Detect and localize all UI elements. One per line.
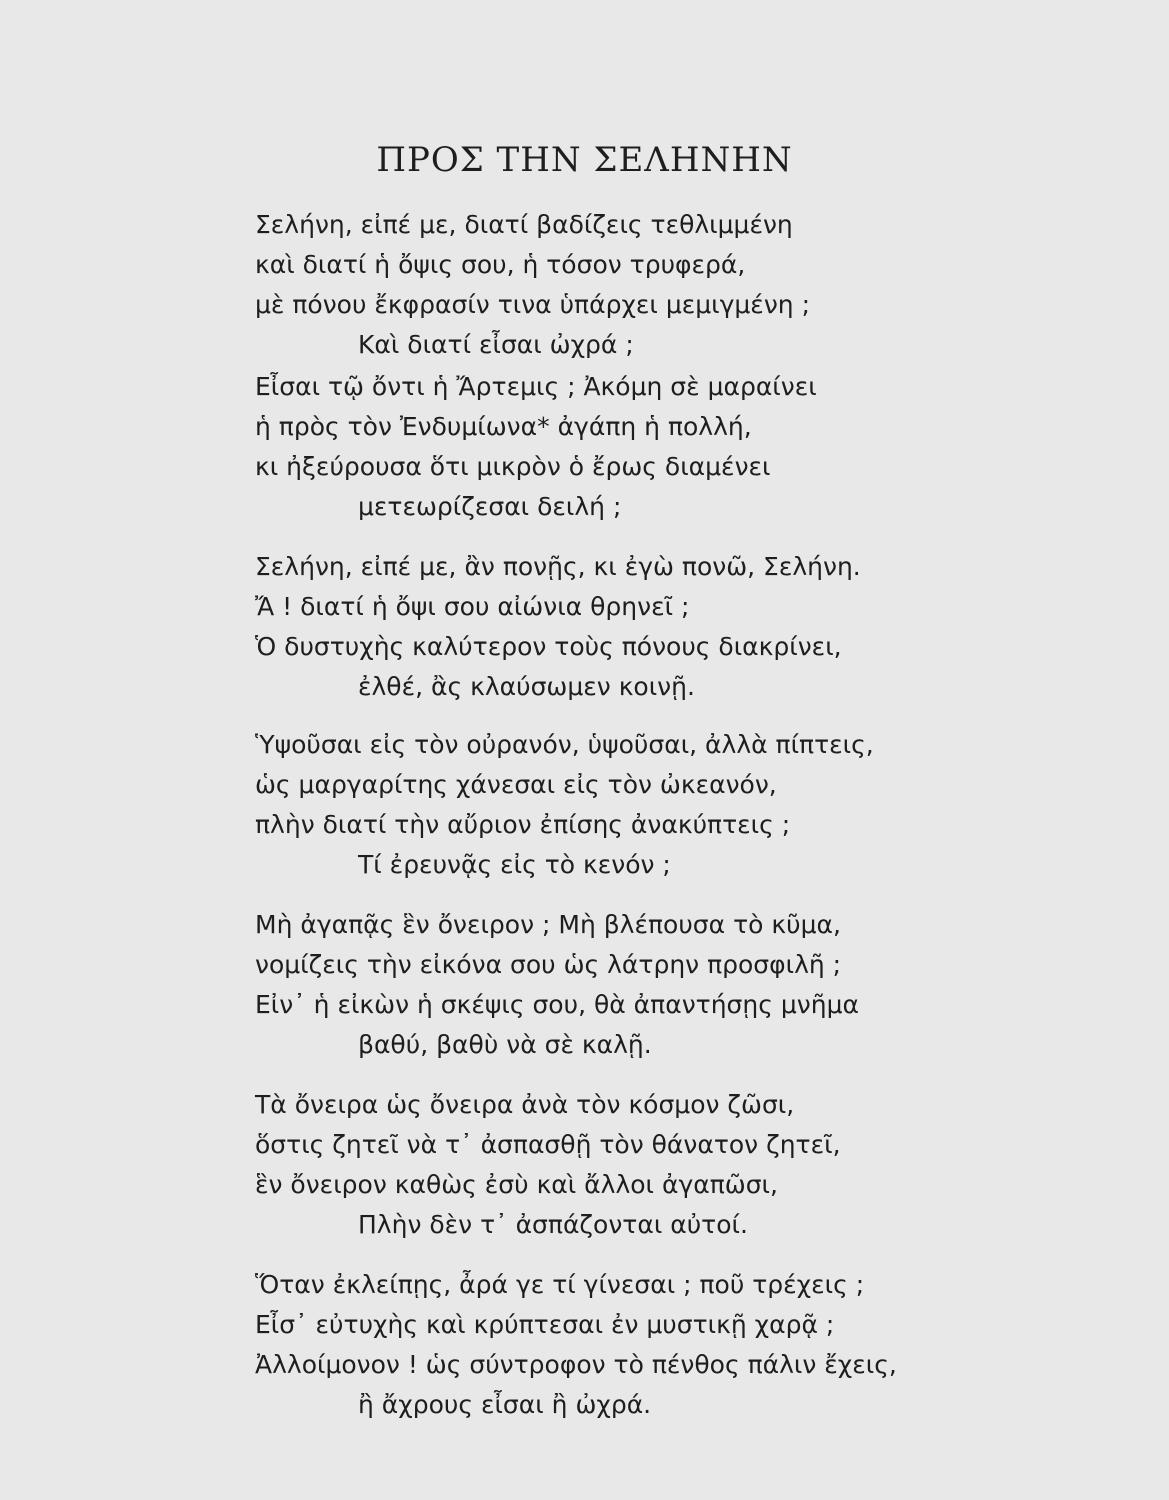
poem-line: μετεωρίζεσαι δειλή ;	[358, 492, 622, 521]
poem-line: ἓν ὄνειρον καθὼς ἐσὺ καὶ ἄλλοι ἀγαπῶσι,	[255, 1170, 778, 1199]
poem-line: πλὴν διατί τὴν αὔριον ἐπίσης ἀνακύπτεις ;	[255, 810, 791, 839]
poem-line: Ἀλλοίμονον ! ὡς σύντροφον τὸ πένθος πάλιν ἔχεις,	[255, 1350, 897, 1379]
poem-line: Πλὴν δὲν τ᾽ ἀσπάζονται αὐτοί.	[358, 1210, 748, 1239]
poem-line: κι ἠξεύρουσα ὅτι μικρὸν ὁ ἔρως διαμένει	[255, 452, 771, 481]
poem-line: Σελήνη, εἰπέ με, ἂν πονῇς, κι ἐγὼ πονῶ, Σελήνη.	[255, 552, 861, 581]
poem-line: Ἄ ! διατί ἡ ὄψι σου αἰώνια θρηνεῖ ;	[255, 592, 690, 621]
poem-line: βαθύ, βαθὺ νὰ σὲ καλῇ.	[358, 1030, 652, 1059]
poem-line: Σελήνη, εἰπέ με, διατί βαδίζεις τεθλιμμένη	[255, 210, 793, 239]
poem-line: ἡ πρὸς τὸν Ἐνδυμίωνα* ἀγάπη ἡ πολλή,	[255, 412, 752, 441]
poem-line: καὶ διατί ἡ ὄψις σου, ἡ τόσον τρυφερά,	[255, 250, 746, 279]
poem-line: Ὁ δυστυχὴς καλύτερον τοὺς πόνους διακρίνει,	[255, 632, 842, 661]
poem-line: Ὑψοῦσαι εἰς τὸν οὐρανόν, ὑψοῦσαι, ἀλλὰ πίπτεις,	[255, 730, 874, 759]
poem-line: Καὶ διατί εἶσαι ὠχρά ;	[358, 330, 634, 359]
poem-line: Εἰν᾽ ἡ εἰκὼν ἡ σκέψις σου, θὰ ἀπαντήσῃς μνῆμα	[255, 990, 859, 1019]
poem-line: Εἶσ᾽ εὐτυχὴς καὶ κρύπτεσαι ἐν μυστικῇ χαρᾷ ;	[255, 1310, 835, 1339]
poem-title: ΠΡΟΣ ΤΗΝ ΣΕΛΗΝΗΝ	[376, 140, 793, 180]
poem-line: Τί ἐρευνᾷς εἰς τὸ κενόν ;	[358, 850, 671, 879]
poem-line: Εἶσαι τῷ ὄντι ἡ Ἄρτεμις ; Ἀκόμη σὲ μαραίνει	[255, 372, 817, 401]
poem-line: ὡς μαργαρίτης χάνεσαι εἰς τὸν ὠκεανόν,	[255, 770, 777, 799]
poem-line: νομίζεις τὴν εἰκόνα σου ὡς λάτρην προσφιλῆ ;	[255, 950, 842, 979]
poem-line: Μὴ ἀγαπᾷς ἓν ὄνειρον ; Μὴ βλέπουσα τὸ κῦμα,	[255, 910, 841, 939]
poem-line: μὲ πόνου ἔκφρασίν τινα ὑπάρχει μεμιγμένη ;	[255, 290, 810, 319]
poem-line: Ὅταν ἐκλείπῃς, ἆρά γε τί γίνεσαι ; ποῦ τρέχεις ;	[255, 1270, 865, 1299]
poem-line: Τὰ ὄνειρα ὡς ὄνειρα ἀνὰ τὸν κόσμον ζῶσι,	[255, 1090, 795, 1119]
poem-line: ἐλθέ, ἂς κλαύσωμεν κοινῇ.	[358, 672, 695, 701]
poem-line: ὅστις ζητεῖ νὰ τ᾽ ἀσπασθῇ τὸν θάνατον ζητεῖ,	[255, 1130, 841, 1159]
poem-line: ἢ ἄχρους εἶσαι ἢ ὠχρά.	[358, 1390, 652, 1419]
